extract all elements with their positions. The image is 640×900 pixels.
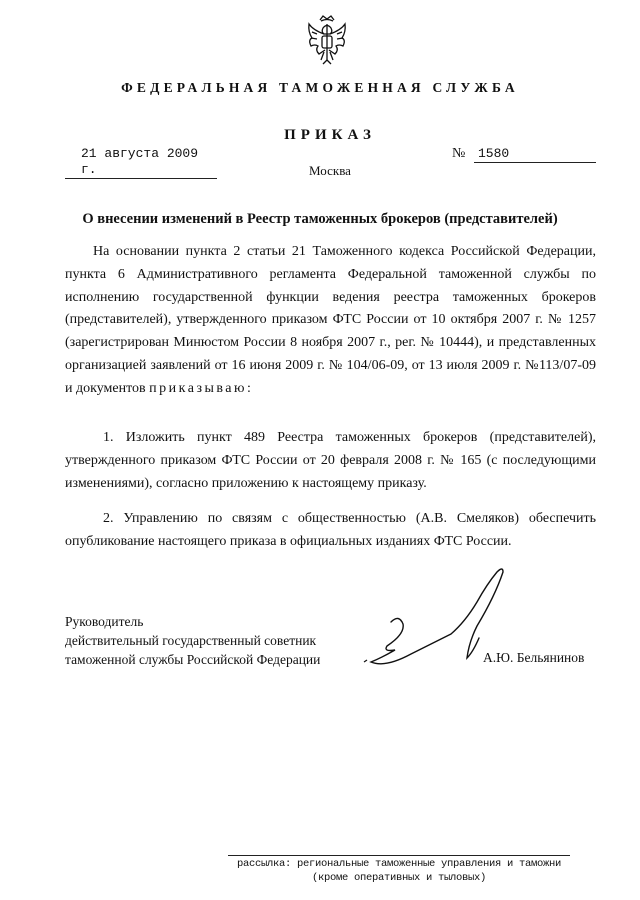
clause-2: 2. Управлению по связям с общественностью (А.В. Смеляков) обеспечить опубликование настоящего приказа в официальных изданиях ФТС России.: [65, 511, 596, 549]
handwritten-signature: [355, 562, 535, 692]
signer-title-line: таможенной службы Российской Федерации: [65, 652, 321, 667]
preamble-text: На основании пункта 2 статьи 21 Таможенного кодекса Российской Федерации, пункта 6 Административного регламента Федеральной таможенной службы по исполнению государственной функции ведения реестра таможенных брокеров (представителей), утвержденного приказом ФТС России от 10 октября 2007 г. № 1257 (зарегистрирован Минюстом России 8 ноября 2007 г., рег. № 10444), и представленных организацией заявлений от 16 июня 2009 г. № 104/06-09, от 13 июля 2009 г. №113/07-09 и документов: [65, 244, 596, 396]
signer-title-line: действительный государственный советник: [65, 633, 317, 648]
agency-name: ФЕДЕРАЛЬНАЯ ТАМОЖЕННАЯ СЛУЖБА: [121, 80, 519, 95]
divider: [228, 855, 570, 856]
order-number: 1580: [474, 146, 596, 163]
city: Москва: [309, 163, 351, 178]
order-date: 21 августа 2009 г.: [65, 146, 217, 179]
order-number-label: №: [452, 146, 466, 161]
distribution-line: рассылка: региональные таможенные управления и таможни: [236, 858, 562, 870]
order-subject: О внесении изменений в Реестр таможенных брокеров (представителей): [82, 211, 558, 227]
preamble-paragraph: [65, 241, 596, 401]
document-type: ПРИКАЗ: [284, 127, 376, 143]
distribution-line: (кроме оперативных и тыловых): [311, 872, 487, 884]
coat-of-arms-icon: [303, 14, 351, 66]
clause-1: 1. Изложить пункт 489 Реестра таможенных брокеров (представителей), утвержденного приказом ФТС России от 20 февраля 2008 г. № 165 (с последующими изменениями), согласно приложению к настоящему приказу.: [65, 430, 596, 491]
signer-name: А.Ю. Бельянинов: [483, 650, 585, 665]
signer-title-line: Руководитель: [65, 614, 144, 629]
distribution-list: [228, 857, 570, 885]
order-word: приказываю:: [149, 380, 254, 396]
signer-title: [65, 612, 320, 669]
